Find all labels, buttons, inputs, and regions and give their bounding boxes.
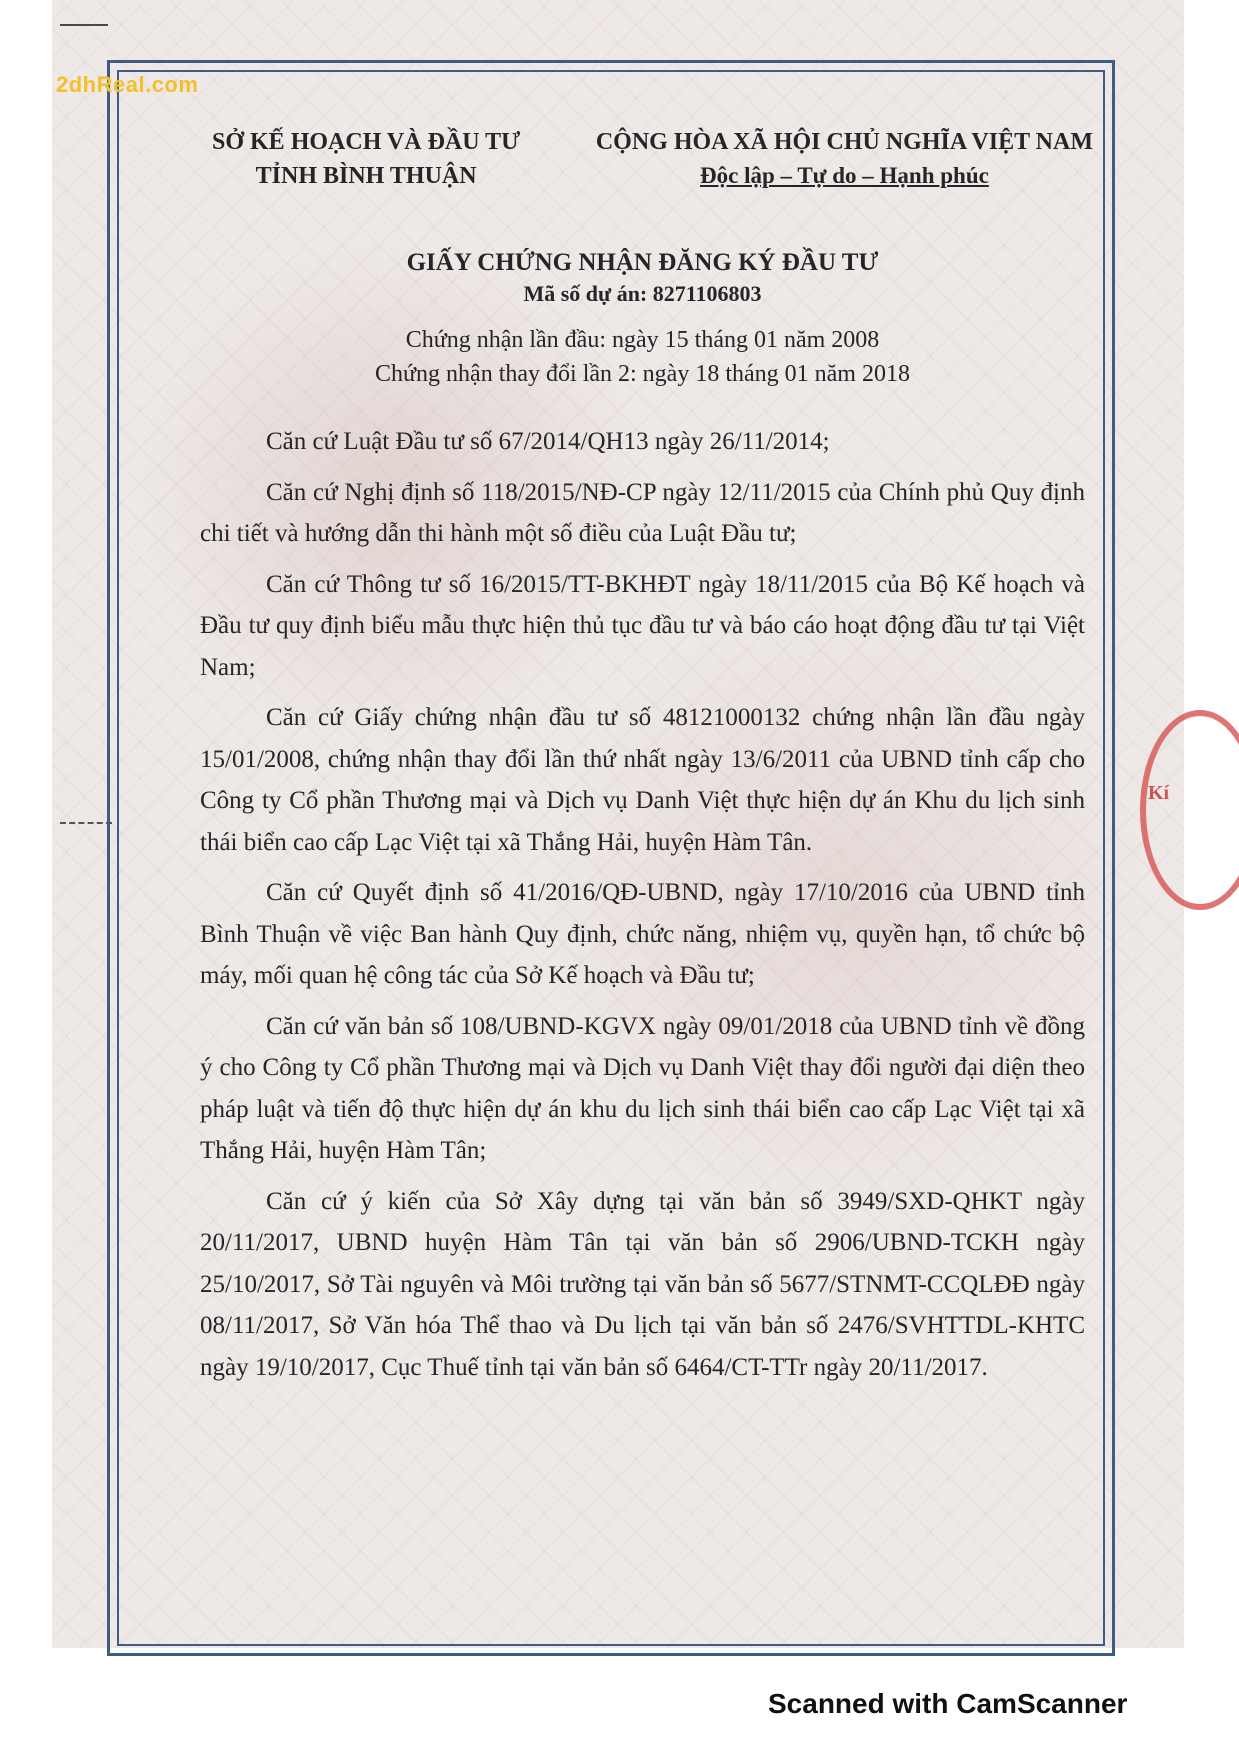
legal-basis-paragraph: Căn cứ Quyết định số 41/2016/QĐ-UBND, ngày 17/10/2016 của UBND tỉnh Bình Thuận về việc Ban hành Quy định, chức năng, nhiệm vụ, quyền hạn, tổ chức bộ máy, mối quan hệ công tác của Sở Kế hoạch và Đầu tư; bbox=[200, 879, 1085, 989]
project-code: Mã số dự án: 8271106803 bbox=[523, 281, 762, 306]
issuing-authority bbox=[212, 125, 520, 193]
document-header bbox=[200, 125, 1093, 205]
first-certification-date: Chứng nhận lần đầu: ngày 15 tháng 01 năm 2008 bbox=[405, 327, 880, 353]
legal-basis-paragraph: Căn cứ Luật Đầu tư số 67/2014/QH13 ngày 26/11/2014; bbox=[266, 428, 830, 455]
authority-province: TỈNH BÌNH THUẬN bbox=[255, 163, 477, 189]
legal-basis-paragraph: Căn cứ Thông tư số 16/2015/TT-BKHĐT ngày 18/11/2015 của Bộ Kế hoạch và Đầu tư quy định biểu mẫu thực hiện thủ tục đầu tư và báo cáo hoạt động đầu tư tại Việt Nam; bbox=[200, 570, 1085, 681]
national-motto bbox=[596, 125, 1093, 193]
legal-basis-paragraph: Căn cứ ý kiến của Sở Xây dựng tại văn bản số 3949/SXD-QHKT ngày 20/11/2017, UBND huyện Hàm Tân tại văn bản số 2906/UBND-TCKH ngày 25/10/2017, Sở Tài nguyên và Môi trường tại văn bản số 5677/STNMT-CCQLĐĐ ngày 08/11/2017, Sở Văn hóa Thể thao và Du lịch tại văn bản số 2476/SVHTTDL-KHTC ngày 19/10/2017, Cục Thuế tỉnh tại văn bản số 6464/CT-TTr ngày 20/11/2017. bbox=[200, 1187, 1085, 1381]
document-title: GIẤY CHỨNG NHẬN ĐĂNG KÝ ĐẦU TƯ bbox=[406, 249, 879, 276]
authority-name: SỞ KẾ HOẠCH VÀ ĐẦU TƯ bbox=[212, 129, 521, 155]
certification-dates bbox=[200, 323, 1085, 391]
left-edge-dash bbox=[60, 822, 112, 824]
country-name: CỘNG HÒA XÃ HỘI CHỦ NGHĨA VIỆT NAM bbox=[595, 129, 1093, 155]
certificate-document bbox=[200, 125, 1093, 1388]
legal-basis-paragraph: Căn cứ văn bản số 108/UBND-KGVX ngày 09/01/2018 của UBND tỉnh về đồng ý cho Công ty Cổ phần Thương mại và Dịch vụ Danh Việt thay đổi người đại diện theo pháp luật và tiến độ thực hiện dự án khu du lịch sinh thái biển cao cấp Lạc Việt tại xã Thắng Hải, huyện Hàm Tân; bbox=[200, 1012, 1085, 1164]
seal-stamp-text: Kí bbox=[1148, 782, 1170, 804]
site-watermark: 2dhReal.com bbox=[56, 72, 199, 97]
legal-basis-paragraph: Căn cứ Nghị định số 118/2015/NĐ-CP ngày 12/11/2015 của Chính phủ Quy định chi tiết và hướng dẫn thi hành một số điều của Luật Đầu tư; bbox=[200, 478, 1085, 547]
motto-line: Độc lập – Tự do – Hạnh phúc bbox=[700, 163, 989, 188]
change-certification-date: Chứng nhận thay đổi lần 2: ngày 18 tháng 01 năm 2018 bbox=[375, 361, 910, 387]
legal-basis-paragraph: Căn cứ Giấy chứng nhận đầu tư số 48121000132 chứng nhận lần đầu ngày 15/01/2008, chứng nhận thay đổi lần thứ nhất ngày 13/6/2011 của UBND tỉnh cấp cho Công ty Cổ phần Thương mại và Dịch vụ Danh Việt thực hiện dự án Khu du lịch sinh thái biển cao cấp Lạc Việt tại xã Thắng Hải, huyện Hàm Tân. bbox=[200, 704, 1085, 856]
top-edge-mark bbox=[60, 24, 108, 26]
scanner-footer: Scanned with CamScanner bbox=[768, 1688, 1128, 1719]
